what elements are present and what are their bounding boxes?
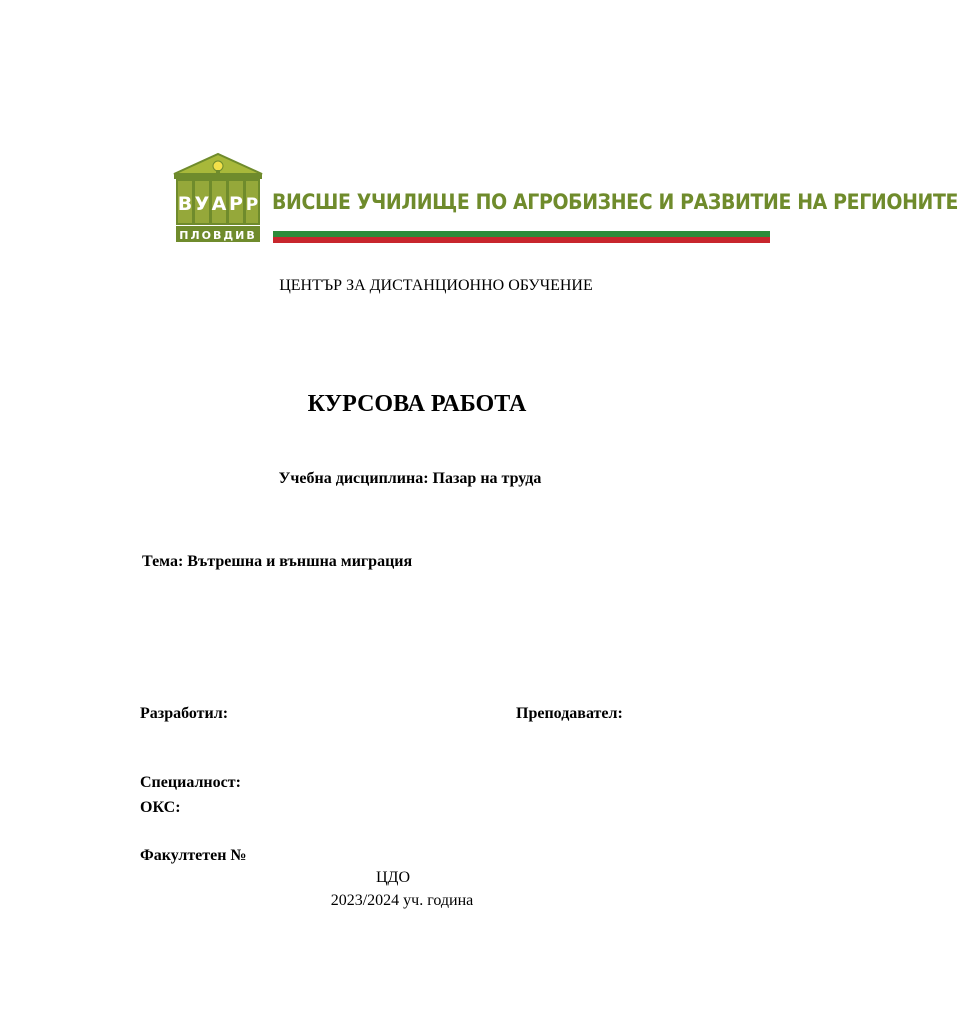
logo-city: ПЛОВДИВ	[179, 229, 257, 242]
center-name: ЦЕНТЪР ЗА ДИСТАНЦИОННО ОБУЧЕНИЕ	[279, 277, 593, 294]
academic-year: 2023/2024 уч. година	[330, 892, 474, 909]
topic-line: Тема: Вътрешна и външна миграция	[142, 553, 413, 570]
logo-letter: У	[194, 193, 210, 215]
author-label: Разработил:	[140, 705, 229, 722]
faculty-number-label: Факултетен №	[140, 847, 247, 864]
logo-letter: Р	[245, 195, 259, 215]
specialty-label: Специалност:	[140, 774, 241, 791]
flag-stripe	[273, 225, 770, 243]
institution-name: ВИСШЕ УЧИЛИЩЕ ПО АГРОБИЗНЕС И РАЗВИТИЕ НА РЕГИОНИТЕ	[272, 190, 958, 214]
university-logo	[170, 150, 266, 246]
logo-letter: В	[177, 193, 193, 215]
flag-red-band	[273, 237, 770, 243]
discipline-line: Учебна дисциплина: Пазар на труда	[278, 470, 542, 487]
logo-letter: Р	[229, 193, 243, 215]
document-title: КУРСОВА РАБОТА	[307, 391, 527, 417]
teacher-label: Преподавател:	[516, 705, 623, 722]
center-abbreviation: ЦДО	[375, 869, 411, 886]
logo-building-icon	[170, 150, 266, 246]
logo-letter: А	[211, 193, 227, 215]
degree-label: ОКС:	[140, 799, 181, 816]
